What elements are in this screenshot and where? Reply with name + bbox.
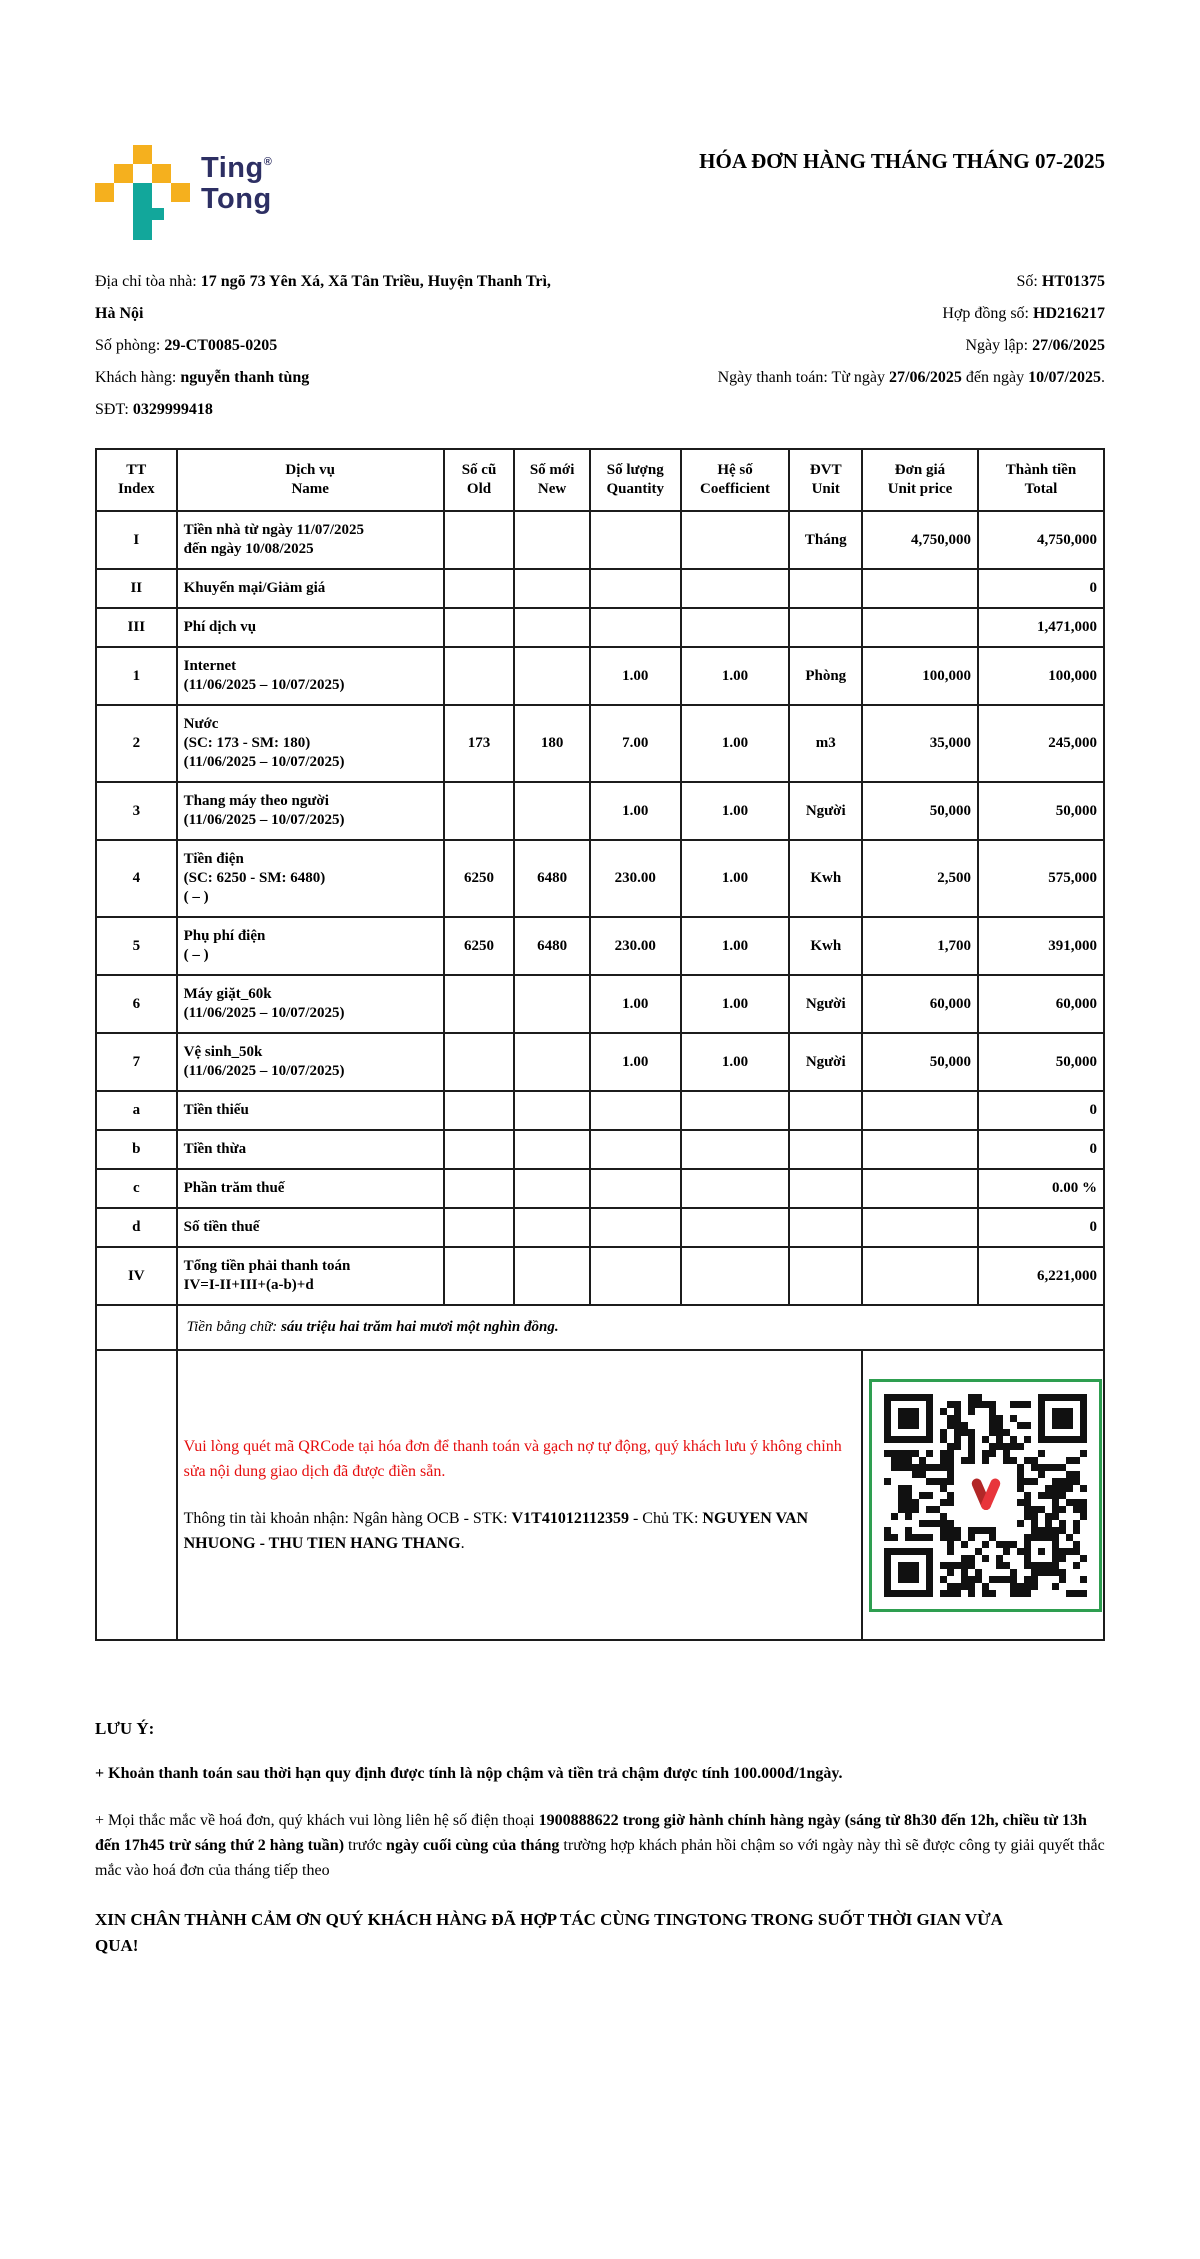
cell-old-reading [444,569,515,608]
cell-unit-price: 50,000 [862,1033,978,1091]
cell-index: c [96,1169,177,1208]
cell-unit-price [862,1169,978,1208]
vietqr-v-logo-icon [957,1466,1015,1524]
cell-unit-price [862,569,978,608]
invoice-number-line: Số: HT01375 [1016,273,1105,290]
issue-date-line: Ngày lập: 27/06/2025 [965,337,1105,354]
late-payment-note: + Khoản thanh toán sau thời hạn quy định được tính là nộp chậm và tiền trả chậm được tính 100.000đ/1ngày. [95,1765,843,1782]
payment-instructions-cell [177,1350,862,1640]
cell-total: 391,000 [978,917,1104,975]
cell-index: 4 [96,840,177,917]
cell-service-name: Internet (11/06/2025 – 10/07/2025) [177,647,444,705]
cell-index: 1 [96,647,177,705]
cell-unit: Phòng [789,647,862,705]
cell-total: 4,750,000 [978,511,1104,569]
cell-quantity: 1.00 [590,1033,681,1091]
cell-old-reading: 6250 [444,840,515,917]
table-row [96,782,1104,840]
cell-old-reading: 6250 [444,917,515,975]
qr-code [869,1379,1102,1612]
cell-quantity [590,1208,681,1247]
amount-in-words-label: Tiền bằng chữ: [186,1319,282,1335]
cell-index: a [96,1091,177,1130]
cell-total: 575,000 [978,840,1104,917]
table-row [96,1169,1104,1208]
cell-unit [789,1091,862,1130]
qr-scan-warning-text: Vui lòng quét mã QRCode tại hóa đơn để thanh toán và gạch nợ tự động, quý khách lưu ý không chỉnh sửa nội dung giao dịch đã được điền sẵn. [183,1438,842,1480]
bank-account-info-text: Thông tin tài khoản nhận: Ngân hàng OCB - STK: V1T41012112359 - Chủ TK: NGUYEN VAN NHUONG - THU TIEN HANG THANG. [183,1510,809,1552]
cell-total: 60,000 [978,975,1104,1033]
services-table [95,448,1105,1641]
cell-quantity: 7.00 [590,705,681,782]
cell-coefficient: 1.00 [681,975,790,1033]
cell-total: 50,000 [978,782,1104,840]
header-old: Số cũ Old [444,449,515,511]
cell-total: 0.00 % [978,1169,1104,1208]
empty-index-cell [96,1305,177,1350]
cell-old-reading [444,1208,515,1247]
table-row [96,511,1104,569]
cell-old-reading [444,1033,515,1091]
cell-unit: m3 [789,705,862,782]
cell-unit [789,608,862,647]
room-number-line: Số phòng: 29-CT0085-0205 [95,337,278,354]
cell-unit [789,1208,862,1247]
cell-unit: Tháng [789,511,862,569]
cell-unit [789,1169,862,1208]
cell-unit-price: 4,750,000 [862,511,978,569]
cell-service-name: Tiền thừa [177,1130,444,1169]
cell-old-reading: 173 [444,705,515,782]
table-row [96,1091,1104,1130]
cell-total: 0 [978,1208,1104,1247]
cell-quantity [590,569,681,608]
table-row [96,840,1104,917]
cell-service-name: Thang máy theo người (11/06/2025 – 10/07/2025) [177,782,444,840]
footer-notes [95,1719,1105,1959]
cell-unit: Người [789,975,862,1033]
cell-total: 0 [978,1130,1104,1169]
cell-new-reading [514,608,590,647]
cell-old-reading [444,647,515,705]
info-right-column [585,266,1105,426]
cell-index: d [96,1208,177,1247]
header-unit: ĐVT Unit [789,449,862,511]
cell-new-reading: 180 [514,705,590,782]
cell-service-name: Vệ sinh_50k (11/06/2025 – 10/07/2025) [177,1033,444,1091]
amount-in-words-cell [177,1305,1104,1350]
cell-new-reading [514,1130,590,1169]
cell-index: b [96,1130,177,1169]
cell-service-name: Tiền điện (SC: 6250 - SM: 6480) ( – ) [177,840,444,917]
cell-coefficient [681,511,790,569]
thank-you-message: XIN CHÂN THÀNH CẢM ƠN QUÝ KHÁCH HÀNG ĐÃ HỢP TÁC CÙNG TINGTONG TRONG SUỐT THỜI GIAN VỪA QUA! [95,1910,1002,1955]
cell-unit-price: 1,700 [862,917,978,975]
cell-index: 3 [96,782,177,840]
brand-wordmark [201,153,272,215]
cell-index: II [96,569,177,608]
cell-new-reading [514,647,590,705]
payment-period-line: Ngày thanh toán: Từ ngày 27/06/2025 đến ngày 10/07/2025. [717,369,1105,386]
cell-quantity: 1.00 [590,782,681,840]
cell-new-reading [514,511,590,569]
cell-unit-price [862,1091,978,1130]
cell-service-name: Tiền thiếu [177,1091,444,1130]
cell-new-reading: 6480 [514,840,590,917]
cell-unit-price: 60,000 [862,975,978,1033]
brand-logo [95,145,272,240]
table-header-row [96,449,1104,511]
cell-service-name: Khuyến mại/Giảm giá [177,569,444,608]
cell-unit-price [862,608,978,647]
cell-total: 6,221,000 [978,1247,1104,1305]
header [95,145,1105,240]
cell-unit-price [862,1130,978,1169]
phone-number-line: SĐT: 0329999418 [95,401,213,418]
cell-service-name: Số tiền thuế [177,1208,444,1247]
cell-old-reading [444,782,515,840]
cell-unit-price [862,1247,978,1305]
table-row [96,917,1104,975]
cell-unit [789,1247,862,1305]
cell-coefficient: 1.00 [681,647,790,705]
cell-old-reading [444,1247,515,1305]
registered-mark: ® [263,156,273,168]
invoice-title: HÓA ĐƠN HÀNG THÁNG THÁNG 07-2025 [699,149,1105,173]
cell-unit-price [862,1208,978,1247]
cell-total: 245,000 [978,705,1104,782]
cell-coefficient [681,608,790,647]
cell-new-reading: 6480 [514,917,590,975]
cell-coefficient: 1.00 [681,1033,790,1091]
cell-coefficient [681,1130,790,1169]
cell-total: 0 [978,569,1104,608]
cell-quantity: 230.00 [590,840,681,917]
cell-total: 100,000 [978,647,1104,705]
building-address-line: Địa chỉ tòa nhà: 17 ngõ 73 Yên Xá, Xã Tân Triều, Huyện Thanh Trì, Hà Nội [95,273,551,322]
cell-old-reading [444,608,515,647]
amount-in-words-value: sáu triệu hai trăm hai mươi một nghìn đồng. [281,1319,559,1335]
cell-new-reading [514,1208,590,1247]
header-quantity: Số lượng Quantity [590,449,681,511]
cell-old-reading [444,1130,515,1169]
cell-unit: Kwh [789,917,862,975]
cell-service-name: Phần trăm thuế [177,1169,444,1208]
cell-unit-price: 50,000 [862,782,978,840]
cell-new-reading [514,782,590,840]
cell-index: 7 [96,1033,177,1091]
cell-unit-price: 35,000 [862,705,978,782]
table-row [96,1247,1104,1305]
cell-quantity [590,1091,681,1130]
tingtong-pixel-tree-icon [95,145,187,240]
notes-heading: LƯU Ý: [95,1719,155,1738]
cell-coefficient [681,569,790,608]
cell-quantity: 1.00 [590,975,681,1033]
cell-unit: Người [789,782,862,840]
cell-total: 1,471,000 [978,608,1104,647]
info-left-column [95,266,565,426]
table-row [96,608,1104,647]
table-row [96,1130,1104,1169]
cell-index: I [96,511,177,569]
cell-coefficient: 1.00 [681,840,790,917]
table-row [96,705,1104,782]
cell-new-reading [514,1169,590,1208]
cell-unit: Kwh [789,840,862,917]
cell-service-name: Phí dịch vụ [177,608,444,647]
table-row [96,647,1104,705]
cell-service-name: Phụ phí điện ( – ) [177,917,444,975]
cell-old-reading [444,1169,515,1208]
cell-coefficient [681,1247,790,1305]
cell-index: 6 [96,975,177,1033]
brand-word-top: Ting [201,152,264,184]
cell-index: III [96,608,177,647]
cell-unit [789,569,862,608]
customer-name-line: Khách hàng: nguyễn thanh tùng [95,369,310,386]
cell-total: 50,000 [978,1033,1104,1091]
cell-unit: Người [789,1033,862,1091]
cell-coefficient: 1.00 [681,782,790,840]
cell-coefficient [681,1208,790,1247]
brand-word-bottom: Tong [201,183,272,215]
header-total: Thành tiền Total [978,449,1104,511]
cell-coefficient: 1.00 [681,705,790,782]
empty-index-cell [96,1350,177,1640]
cell-old-reading [444,1091,515,1130]
cell-unit-price: 100,000 [862,647,978,705]
cell-quantity [590,1247,681,1305]
qr-code-cell [862,1350,1104,1640]
table-row [96,569,1104,608]
cell-coefficient [681,1091,790,1130]
cell-service-name: Máy giặt_60k (11/06/2025 – 10/07/2025) [177,975,444,1033]
header-new: Số mới New [514,449,590,511]
cell-unit [789,1130,862,1169]
header-index: TT Index [96,449,177,511]
contract-number-line: Hợp đồng số: HD216217 [942,305,1105,322]
table-row [96,1033,1104,1091]
amount-in-words-row [96,1305,1104,1350]
cell-service-name: Tiền nhà từ ngày 11/07/2025 đến ngày 10/08/2025 [177,511,444,569]
cell-unit-price: 2,500 [862,840,978,917]
cell-new-reading [514,975,590,1033]
cell-index: 2 [96,705,177,782]
contact-note: + Mọi thắc mắc về hoá đơn, quý khách vui lòng liên hệ số điện thoại 1900888622 trong giờ hành chính hàng ngày (sáng từ 8h30 đến 12h, chiều từ 13h đến 17h45 trừ sáng thứ 2 hàng tuần) trước ngày cuối cùng của tháng trường hợp khách phản hồi chậm so với ngày này thì sẽ được công ty giải quyết thắc mắc vào hoá đơn của tháng tiếp theo [95,1812,1105,1879]
cell-service-name: Tổng tiền phải thanh toán IV=I-II+III+(a-b)+d [177,1247,444,1305]
qr-payment-row [96,1350,1104,1640]
cell-quantity [590,1169,681,1208]
cell-new-reading [514,1033,590,1091]
cell-coefficient [681,1169,790,1208]
cell-quantity [590,1130,681,1169]
cell-quantity [590,608,681,647]
table-row [96,1208,1104,1247]
table-row [96,975,1104,1033]
header-name: Dịch vụ Name [177,449,444,511]
header-coefficient: Hệ số Coefficient [681,449,790,511]
cell-old-reading [444,511,515,569]
cell-new-reading [514,1247,590,1305]
cell-service-name: Nước (SC: 173 - SM: 180) (11/06/2025 – 10/07/2025) [177,705,444,782]
cell-quantity: 1.00 [590,647,681,705]
header-unit-price: Đơn giá Unit price [862,449,978,511]
cell-index: 5 [96,917,177,975]
cell-quantity: 230.00 [590,917,681,975]
cell-old-reading [444,975,515,1033]
invoice-info [95,266,1105,426]
cell-new-reading [514,1091,590,1130]
cell-index: IV [96,1247,177,1305]
cell-total: 0 [978,1091,1104,1130]
cell-quantity [590,511,681,569]
cell-coefficient: 1.00 [681,917,790,975]
cell-new-reading [514,569,590,608]
